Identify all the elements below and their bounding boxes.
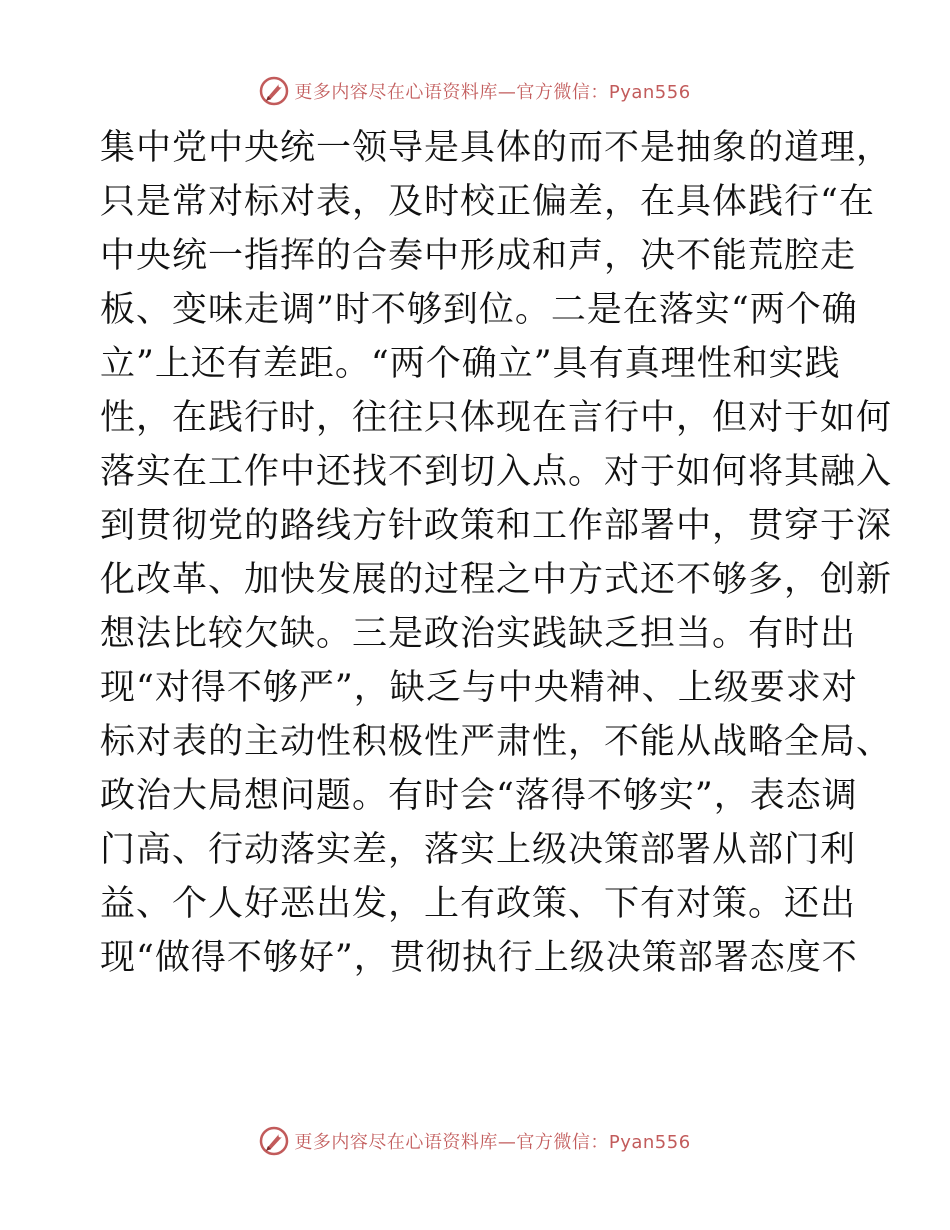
text-line: 到贯彻党的路线方针政策和工作部署中，贯穿于深 <box>100 506 893 546</box>
document-body <box>100 121 893 985</box>
text-line: 只是常对标对表，及时校正偏差，在具体践行“在 <box>100 182 875 222</box>
text-line: 集中党中央统一领导是具体的而不是抽象的道理， <box>100 128 893 168</box>
text-line: 化改革、加快发展的过程之中方式还不够多，创新 <box>100 560 893 600</box>
text-line: 立”上还有差距。“两个确立”具有真理性和实践 <box>100 344 841 384</box>
header-banner <box>0 71 950 111</box>
text-line: 门高、行动落实差，落实上级决策部署从部门利 <box>100 830 857 870</box>
text-line: 想法比较欠缺。三是政治实践缺乏担当。有时出 <box>100 614 857 654</box>
text-line: 标对表的主动性积极性严肃性，不能从战略全局、 <box>100 722 893 762</box>
footer-banner <box>0 1121 950 1161</box>
text-line: 现“对得不够严”，缺乏与中央精神、上级要求对 <box>100 668 858 708</box>
text-line: 益、个人好恶出发，上有政策、下有对策。还出 <box>100 884 857 924</box>
text-line: 性，在践行时，往往只体现在言行中，但对于如何 <box>100 398 893 438</box>
text-line: 落实在工作中还找不到切入点。对于如何将其融入 <box>100 452 893 492</box>
header-text: 更多内容尽在心语资料库—官方微信：Pyan556 <box>294 82 691 103</box>
text-line: 板、变味走调”时不够到位。二是在落实“两个确 <box>100 290 858 330</box>
text-line: 现“做得不够好”，贯彻执行上级决策部署态度不 <box>100 938 858 978</box>
pen-logo-icon <box>259 1126 289 1156</box>
footer-text: 更多内容尽在心语资料库—官方微信：Pyan556 <box>294 1132 691 1153</box>
pen-logo-icon <box>259 76 289 106</box>
text-line: 政治大局想问题。有时会“落得不够实”，表态调 <box>100 776 858 816</box>
text-line: 中央统一指挥的合奏中形成和声，决不能荒腔走 <box>100 236 857 276</box>
